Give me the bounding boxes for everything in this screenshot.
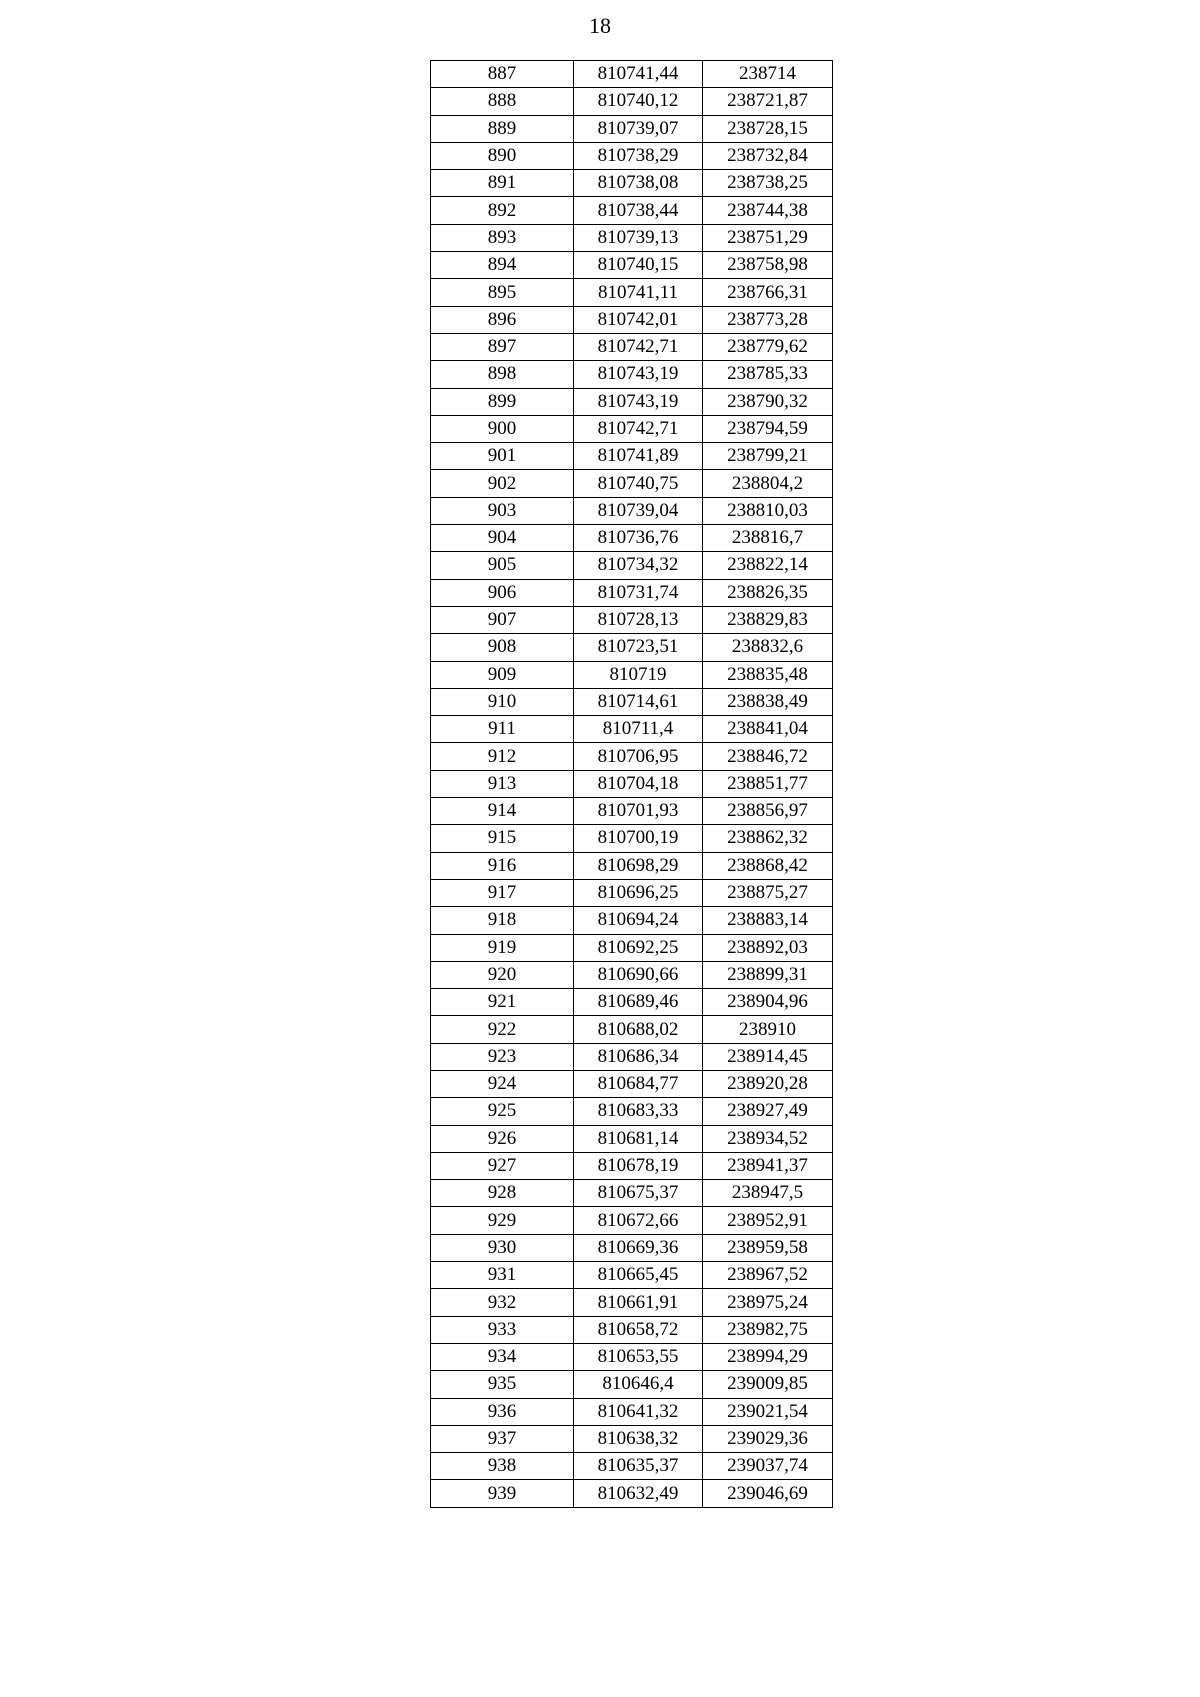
table-row [431, 1234, 833, 1261]
x-coordinate-cell: 810665,45 [574, 1262, 703, 1289]
x-coordinate-cell: 810661,91 [574, 1289, 703, 1316]
x-coordinate-cell: 810669,36 [574, 1234, 703, 1261]
x-coordinate-cell: 810700,19 [574, 825, 703, 852]
point-number-cell: 917 [431, 879, 574, 906]
y-coordinate-cell: 238841,04 [703, 716, 833, 743]
table-row [431, 579, 833, 606]
table-row [431, 1425, 833, 1452]
table-row [431, 1125, 833, 1152]
table-row [431, 142, 833, 169]
y-coordinate-cell: 238899,31 [703, 961, 833, 988]
point-number-cell: 907 [431, 606, 574, 633]
y-coordinate-cell: 238875,27 [703, 879, 833, 906]
x-coordinate-cell: 810678,19 [574, 1152, 703, 1179]
table-row [431, 907, 833, 934]
y-coordinate-cell: 238758,98 [703, 252, 833, 279]
table-row [431, 934, 833, 961]
x-coordinate-cell: 810738,44 [574, 197, 703, 224]
point-number-cell: 931 [431, 1262, 574, 1289]
table-row [431, 415, 833, 442]
y-coordinate-cell: 238920,28 [703, 1070, 833, 1097]
x-coordinate-cell: 810675,37 [574, 1180, 703, 1207]
y-coordinate-cell: 238947,5 [703, 1180, 833, 1207]
point-number-cell: 922 [431, 1016, 574, 1043]
x-coordinate-cell: 810739,13 [574, 224, 703, 251]
point-number-cell: 902 [431, 470, 574, 497]
table-row [431, 1371, 833, 1398]
table-row [431, 688, 833, 715]
table-row [431, 1098, 833, 1125]
table-row [431, 333, 833, 360]
y-coordinate-cell: 238766,31 [703, 279, 833, 306]
y-coordinate-cell: 238982,75 [703, 1316, 833, 1343]
point-number-cell: 891 [431, 170, 574, 197]
table-row [431, 716, 833, 743]
y-coordinate-cell: 238904,96 [703, 989, 833, 1016]
point-number-cell: 920 [431, 961, 574, 988]
y-coordinate-cell: 238794,59 [703, 415, 833, 442]
y-coordinate-cell: 238883,14 [703, 907, 833, 934]
y-coordinate-cell: 238851,77 [703, 770, 833, 797]
x-coordinate-cell: 810719 [574, 661, 703, 688]
y-coordinate-cell: 238967,52 [703, 1262, 833, 1289]
y-coordinate-cell: 238822,14 [703, 552, 833, 579]
table-row [431, 852, 833, 879]
y-coordinate-cell: 239009,85 [703, 1371, 833, 1398]
x-coordinate-cell: 810641,32 [574, 1398, 703, 1425]
table-row [431, 634, 833, 661]
table-row [431, 1207, 833, 1234]
x-coordinate-cell: 810686,34 [574, 1043, 703, 1070]
x-coordinate-cell: 810681,14 [574, 1125, 703, 1152]
x-coordinate-cell: 810714,61 [574, 688, 703, 715]
table-row [431, 470, 833, 497]
x-coordinate-cell: 810658,72 [574, 1316, 703, 1343]
y-coordinate-cell: 238838,49 [703, 688, 833, 715]
x-coordinate-cell: 810684,77 [574, 1070, 703, 1097]
coordinates-table [430, 60, 833, 1508]
table-row [431, 879, 833, 906]
y-coordinate-cell: 238728,15 [703, 115, 833, 142]
point-number-cell: 889 [431, 115, 574, 142]
x-coordinate-cell: 810694,24 [574, 907, 703, 934]
y-coordinate-cell: 238941,37 [703, 1152, 833, 1179]
point-number-cell: 905 [431, 552, 574, 579]
y-coordinate-cell: 239046,69 [703, 1480, 833, 1507]
y-coordinate-cell: 238952,91 [703, 1207, 833, 1234]
y-coordinate-cell: 238714 [703, 61, 833, 88]
y-coordinate-cell: 238832,6 [703, 634, 833, 661]
y-coordinate-cell: 238975,24 [703, 1289, 833, 1316]
point-number-cell: 937 [431, 1425, 574, 1452]
point-number-cell: 934 [431, 1343, 574, 1370]
point-number-cell: 903 [431, 497, 574, 524]
point-number-cell: 929 [431, 1207, 574, 1234]
table-row [431, 1070, 833, 1097]
point-number-cell: 906 [431, 579, 574, 606]
table-row [431, 770, 833, 797]
table-row [431, 1152, 833, 1179]
point-number-cell: 893 [431, 224, 574, 251]
table-row [431, 361, 833, 388]
y-coordinate-cell: 238799,21 [703, 443, 833, 470]
point-number-cell: 901 [431, 443, 574, 470]
table-row [431, 525, 833, 552]
y-coordinate-cell: 238862,32 [703, 825, 833, 852]
point-number-cell: 927 [431, 1152, 574, 1179]
x-coordinate-cell: 810690,66 [574, 961, 703, 988]
x-coordinate-cell: 810740,12 [574, 88, 703, 115]
x-coordinate-cell: 810672,66 [574, 1207, 703, 1234]
x-coordinate-cell: 810739,07 [574, 115, 703, 142]
point-number-cell: 899 [431, 388, 574, 415]
table-row [431, 1453, 833, 1480]
x-coordinate-cell: 810740,15 [574, 252, 703, 279]
x-coordinate-cell: 810632,49 [574, 1480, 703, 1507]
point-number-cell: 926 [431, 1125, 574, 1152]
point-number-cell: 936 [431, 1398, 574, 1425]
table-row [431, 743, 833, 770]
point-number-cell: 890 [431, 142, 574, 169]
point-number-cell: 898 [431, 361, 574, 388]
point-number-cell: 921 [431, 989, 574, 1016]
y-coordinate-cell: 238804,2 [703, 470, 833, 497]
y-coordinate-cell: 238934,52 [703, 1125, 833, 1152]
x-coordinate-cell: 810742,71 [574, 415, 703, 442]
page-number: 18 [589, 13, 611, 38]
table-row [431, 170, 833, 197]
y-coordinate-cell: 238744,38 [703, 197, 833, 224]
table-row [431, 1480, 833, 1507]
point-number-cell: 915 [431, 825, 574, 852]
x-coordinate-cell: 810743,19 [574, 388, 703, 415]
y-coordinate-cell: 238738,25 [703, 170, 833, 197]
point-number-cell: 888 [431, 88, 574, 115]
y-coordinate-cell: 238773,28 [703, 306, 833, 333]
x-coordinate-cell: 810740,75 [574, 470, 703, 497]
y-coordinate-cell: 238959,58 [703, 1234, 833, 1261]
y-coordinate-cell: 238751,29 [703, 224, 833, 251]
x-coordinate-cell: 810723,51 [574, 634, 703, 661]
point-number-cell: 913 [431, 770, 574, 797]
table-row [431, 443, 833, 470]
table-row [431, 1343, 833, 1370]
x-coordinate-cell: 810736,76 [574, 525, 703, 552]
y-coordinate-cell: 238721,87 [703, 88, 833, 115]
point-number-cell: 909 [431, 661, 574, 688]
point-number-cell: 930 [431, 1234, 574, 1261]
point-number-cell: 932 [431, 1289, 574, 1316]
x-coordinate-cell: 810731,74 [574, 579, 703, 606]
y-coordinate-cell: 239037,74 [703, 1453, 833, 1480]
y-coordinate-cell: 238835,48 [703, 661, 833, 688]
table-row [431, 88, 833, 115]
y-coordinate-cell: 238846,72 [703, 743, 833, 770]
point-number-cell: 924 [431, 1070, 574, 1097]
table-row [431, 279, 833, 306]
x-coordinate-cell: 810738,08 [574, 170, 703, 197]
point-number-cell: 892 [431, 197, 574, 224]
table-row [431, 115, 833, 142]
x-coordinate-cell: 810741,89 [574, 443, 703, 470]
table-row [431, 306, 833, 333]
x-coordinate-cell: 810653,55 [574, 1343, 703, 1370]
x-coordinate-cell: 810689,46 [574, 989, 703, 1016]
x-coordinate-cell: 810738,29 [574, 142, 703, 169]
point-number-cell: 887 [431, 61, 574, 88]
point-number-cell: 935 [431, 1371, 574, 1398]
point-number-cell: 938 [431, 1453, 574, 1480]
table-row [431, 1262, 833, 1289]
table-row [431, 1316, 833, 1343]
x-coordinate-cell: 810742,01 [574, 306, 703, 333]
point-number-cell: 919 [431, 934, 574, 961]
y-coordinate-cell: 239029,36 [703, 1425, 833, 1452]
table-row [431, 661, 833, 688]
coordinates-table-body [431, 61, 833, 1508]
table-row [431, 61, 833, 88]
x-coordinate-cell: 810743,19 [574, 361, 703, 388]
table-row [431, 1043, 833, 1070]
point-number-cell: 923 [431, 1043, 574, 1070]
y-coordinate-cell: 238785,33 [703, 361, 833, 388]
point-number-cell: 895 [431, 279, 574, 306]
point-number-cell: 933 [431, 1316, 574, 1343]
point-number-cell: 939 [431, 1480, 574, 1507]
point-number-cell: 910 [431, 688, 574, 715]
x-coordinate-cell: 810698,29 [574, 852, 703, 879]
table-row [431, 1398, 833, 1425]
x-coordinate-cell: 810706,95 [574, 743, 703, 770]
y-coordinate-cell: 238914,45 [703, 1043, 833, 1070]
table-row [431, 224, 833, 251]
table-row [431, 798, 833, 825]
table-row [431, 1180, 833, 1207]
x-coordinate-cell: 810734,32 [574, 552, 703, 579]
y-coordinate-cell: 238779,62 [703, 333, 833, 360]
x-coordinate-cell: 810728,13 [574, 606, 703, 633]
x-coordinate-cell: 810635,37 [574, 1453, 703, 1480]
point-number-cell: 894 [431, 252, 574, 279]
x-coordinate-cell: 810683,33 [574, 1098, 703, 1125]
y-coordinate-cell: 238994,29 [703, 1343, 833, 1370]
y-coordinate-cell: 238790,32 [703, 388, 833, 415]
y-coordinate-cell: 238868,42 [703, 852, 833, 879]
table-row [431, 552, 833, 579]
point-number-cell: 916 [431, 852, 574, 879]
x-coordinate-cell: 810741,44 [574, 61, 703, 88]
x-coordinate-cell: 810704,18 [574, 770, 703, 797]
table-row [431, 606, 833, 633]
point-number-cell: 918 [431, 907, 574, 934]
y-coordinate-cell: 238732,84 [703, 142, 833, 169]
x-coordinate-cell: 810701,93 [574, 798, 703, 825]
y-coordinate-cell: 238892,03 [703, 934, 833, 961]
table-row [431, 989, 833, 1016]
y-coordinate-cell: 238927,49 [703, 1098, 833, 1125]
x-coordinate-cell: 810696,25 [574, 879, 703, 906]
table-row [431, 1016, 833, 1043]
point-number-cell: 928 [431, 1180, 574, 1207]
point-number-cell: 897 [431, 333, 574, 360]
table-row [431, 497, 833, 524]
table-row [431, 825, 833, 852]
point-number-cell: 925 [431, 1098, 574, 1125]
y-coordinate-cell: 238816,7 [703, 525, 833, 552]
point-number-cell: 904 [431, 525, 574, 552]
x-coordinate-cell: 810739,04 [574, 497, 703, 524]
x-coordinate-cell: 810646,4 [574, 1371, 703, 1398]
point-number-cell: 912 [431, 743, 574, 770]
y-coordinate-cell: 239021,54 [703, 1398, 833, 1425]
x-coordinate-cell: 810638,32 [574, 1425, 703, 1452]
y-coordinate-cell: 238810,03 [703, 497, 833, 524]
point-number-cell: 914 [431, 798, 574, 825]
x-coordinate-cell: 810692,25 [574, 934, 703, 961]
table-row [431, 961, 833, 988]
point-number-cell: 896 [431, 306, 574, 333]
x-coordinate-cell: 810742,71 [574, 333, 703, 360]
table-row [431, 197, 833, 224]
x-coordinate-cell: 810711,4 [574, 716, 703, 743]
table-row [431, 252, 833, 279]
x-coordinate-cell: 810741,11 [574, 279, 703, 306]
x-coordinate-cell: 810688,02 [574, 1016, 703, 1043]
y-coordinate-cell: 238829,83 [703, 606, 833, 633]
table-row [431, 1289, 833, 1316]
point-number-cell: 911 [431, 716, 574, 743]
y-coordinate-cell: 238856,97 [703, 798, 833, 825]
table-row [431, 388, 833, 415]
y-coordinate-cell: 238910 [703, 1016, 833, 1043]
point-number-cell: 908 [431, 634, 574, 661]
y-coordinate-cell: 238826,35 [703, 579, 833, 606]
point-number-cell: 900 [431, 415, 574, 442]
